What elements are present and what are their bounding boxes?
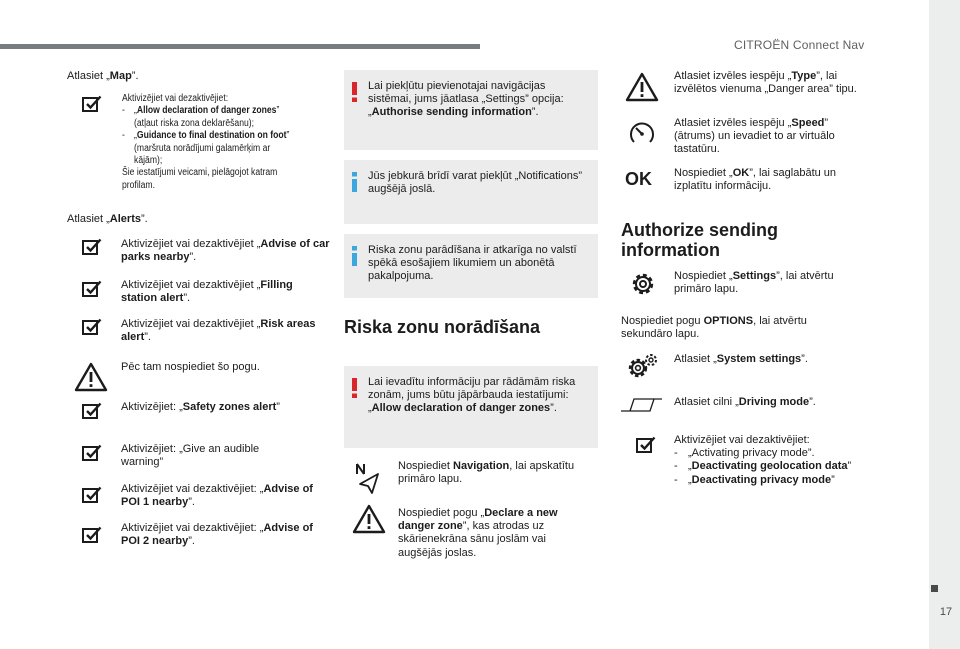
danger-zones-settings-block: Aktivizējiet vai dezaktivējiet: - „Allow declaration of danger zones” (atļaut riska zona deklarēšanu); - „Guidance to final destination on foot” (maršruta norādījumi galamērķim ar kājām); Šie iestatījumi veicami, pielāgojot katram profilam.	[122, 93, 290, 191]
page-side-strip	[929, 0, 960, 649]
audible-warning-item: Aktivizējiet: „Give an audible warning”	[121, 443, 260, 469]
type-option-text: Atlasiet izvēles iespēju „Type”, lai izvēlētos vienuma „Danger area” tipu.	[674, 70, 857, 96]
header-title: CITROËN Connect Nav	[734, 38, 865, 52]
warning-mark-icon	[352, 82, 357, 102]
info-mark-icon	[352, 246, 357, 266]
header-bar	[0, 44, 480, 49]
select-alerts-text: Atlasiet „Alerts”.	[67, 213, 148, 225]
filling-station-alert-item: Aktivizējiet vai dezaktivējiet „Filling station alert”.	[121, 279, 293, 305]
advise-poi-1-item: Aktivizējiet vai dezaktivējiet: „Advise of POI 1 nearby”.	[121, 483, 313, 509]
tab-icon	[620, 395, 664, 415]
checkbox-icon	[82, 444, 102, 462]
page-number: 17	[939, 606, 953, 618]
checkbox-icon	[636, 436, 656, 454]
press-button-text: Pēc tam nospiediet šo pogu.	[121, 361, 260, 373]
warning-triangle-icon	[352, 504, 386, 534]
warning-triangle-icon	[74, 362, 108, 392]
warning-triangle-icon	[625, 72, 659, 102]
checkbox-icon	[82, 95, 102, 113]
note-risk-zones-law: Riska zonu parādīšana ir atkarīga no valstī spēkā esošajiem likumiem un abonētā pakalpojuma.	[344, 234, 598, 298]
checkbox-icon	[82, 238, 102, 256]
checkbox-icon	[82, 486, 102, 504]
select-map-text: Atlasiet „Map”.	[67, 70, 139, 82]
advise-car-parks-item: Aktivizējiet vai dezaktivējiet „Advise of car parks nearby”.	[121, 238, 330, 264]
section-title-risk-zones: Riska zonu norādīšana	[344, 317, 541, 337]
note-declare-danger-zones: Lai ievadītu informāciju par rādāmām riska zonām, jums būtu jāpārbauda iestatījumi: „Allow declaration of danger zones”.	[344, 366, 598, 448]
checkbox-icon	[82, 318, 102, 336]
section-title-authorize: Authorize sending information	[621, 220, 778, 260]
gear-icon	[628, 269, 658, 299]
risk-areas-alert-item: Aktivizējiet vai dezaktivējiet „Risk areas alert”.	[121, 318, 316, 344]
warning-mark-icon	[352, 378, 357, 398]
checkbox-icon	[82, 280, 102, 298]
navigation-text: Nospiediet Navigation, lai apskatītu primāro lapu.	[398, 460, 575, 486]
advise-poi-2-item: Aktivizējiet vai dezaktivējiet: „Advise of POI 2 nearby”.	[121, 522, 313, 548]
ok-text: Nospiediet „OK”, lai saglabātu un izplatītu informāciju.	[674, 167, 837, 193]
speedometer-icon	[627, 118, 657, 148]
checkbox-icon	[82, 526, 102, 544]
note-authorise-sending: Lai piekļūtu pievienotajai navigācijas sistēmai, jums jāatlasa „Settings” opcija: „Authorise sending information”.	[344, 70, 598, 150]
settings-text: Nospiediet „Settings”, lai atvērtu primāro lapu.	[674, 270, 834, 296]
ok-icon: OK	[625, 169, 652, 189]
navigation-arrow-icon	[354, 462, 382, 496]
checkbox-icon	[82, 402, 102, 420]
safety-zones-alert-item: Aktivizējiet: „Safety zones alert”	[121, 401, 280, 413]
speed-option-text: Atlasiet izvēles iespēju „Speed” (ātrums) un ievadiet to ar virtuālo tastatūru.	[674, 117, 835, 156]
driving-mode-text: Atlasiet cilni „Driving mode”.	[674, 396, 816, 408]
declare-danger-zone-text: Nospiediet pogu „Declare a new danger zone”, kas atrodas uz skārienekrāna sānu joslām vai augšējās joslas.	[398, 507, 558, 559]
double-gear-icon	[625, 352, 659, 382]
continued-marker	[931, 585, 938, 592]
system-settings-text: Atlasiet „System settings”.	[674, 353, 808, 365]
note-notifications: Jūs jebkurā brīdī varat piekļūt „Notifications” augšējā joslā.	[344, 160, 598, 224]
privacy-options-block: Aktivizējiet vai dezaktivējiet: - „Activating privacy mode”. - „Deactivating geolocation data” - „Deactivating privacy mode”	[674, 434, 852, 486]
options-text: Nospiediet pogu OPTIONS, lai atvērtu sekundāro lapu.	[621, 315, 807, 341]
info-mark-icon	[352, 172, 357, 192]
